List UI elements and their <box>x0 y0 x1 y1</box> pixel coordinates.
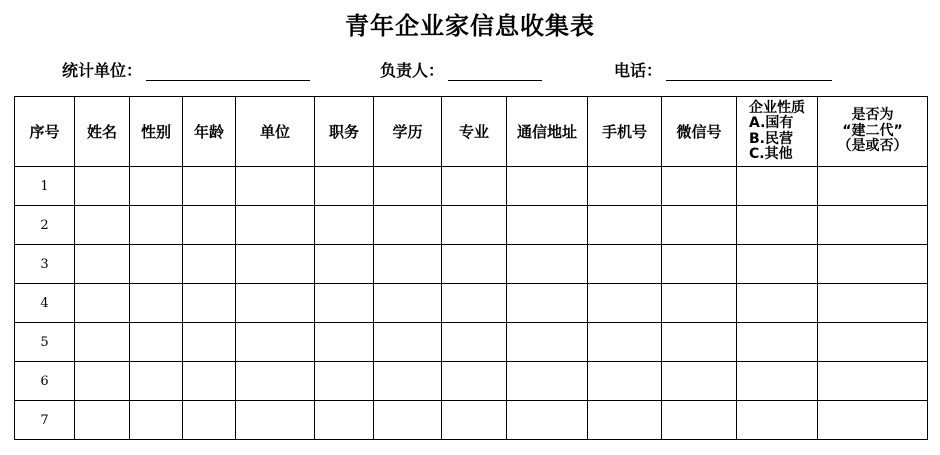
blank-cell[interactable] <box>737 401 818 440</box>
statistics-unit-field <box>62 58 310 81</box>
responsible-person-field <box>380 58 542 81</box>
blank-cell[interactable] <box>662 401 737 440</box>
blank-cell[interactable] <box>662 206 737 245</box>
page-title: 青年企业家信息收集表 <box>345 11 595 40</box>
row-number: 5 <box>15 323 75 362</box>
blank-cell[interactable] <box>236 206 315 245</box>
blank-cell[interactable] <box>737 167 818 206</box>
phone-field <box>614 58 832 81</box>
table-row <box>15 401 928 440</box>
blank-cell[interactable] <box>507 284 588 323</box>
table-row <box>15 245 928 284</box>
blank-cell[interactable] <box>183 284 236 323</box>
row-number: 1 <box>15 167 75 206</box>
header-cell: 专业 <box>442 97 507 167</box>
row-number: 3 <box>15 245 75 284</box>
blank-cell[interactable] <box>737 323 818 362</box>
blank-cell[interactable] <box>818 206 928 245</box>
header-cell: 手机号 <box>588 97 662 167</box>
blank-cell[interactable] <box>130 362 183 401</box>
blank-cell[interactable] <box>818 401 928 440</box>
second-generation-header: 是否为 “建二代” （是或否） <box>818 97 928 167</box>
blank-cell[interactable] <box>315 401 374 440</box>
blank-cell[interactable] <box>374 167 442 206</box>
header-cell: 年龄 <box>183 97 236 167</box>
blank-cell[interactable] <box>507 206 588 245</box>
blank-cell[interactable] <box>818 245 928 284</box>
blank-cell[interactable] <box>374 206 442 245</box>
blank-cell[interactable] <box>818 323 928 362</box>
blank-cell[interactable] <box>183 167 236 206</box>
row-number: 7 <box>15 401 75 440</box>
blank-cell[interactable] <box>374 245 442 284</box>
blank-cell[interactable] <box>183 401 236 440</box>
blank-cell[interactable] <box>75 401 130 440</box>
blank-cell[interactable] <box>662 323 737 362</box>
blank-cell[interactable] <box>75 362 130 401</box>
blank-cell[interactable] <box>75 245 130 284</box>
blank-cell[interactable] <box>75 323 130 362</box>
table-row <box>15 284 928 323</box>
blank-cell[interactable] <box>507 323 588 362</box>
phone-blank[interactable] <box>666 62 832 81</box>
blank-cell[interactable] <box>442 401 507 440</box>
statistics-unit-label: 统计单位： <box>62 61 143 80</box>
blank-cell[interactable] <box>818 362 928 401</box>
blank-cell[interactable] <box>315 167 374 206</box>
header-cell: 学历 <box>374 97 442 167</box>
blank-cell[interactable] <box>818 167 928 206</box>
row-number: 2 <box>15 206 75 245</box>
blank-cell[interactable] <box>588 284 662 323</box>
blank-cell[interactable] <box>588 401 662 440</box>
table-row <box>15 323 928 362</box>
blank-cell[interactable] <box>75 167 130 206</box>
blank-cell[interactable] <box>737 206 818 245</box>
blank-cell[interactable] <box>588 167 662 206</box>
blank-cell[interactable] <box>183 323 236 362</box>
blank-cell[interactable] <box>588 362 662 401</box>
header-cell: 序号 <box>15 97 75 167</box>
blank-cell[interactable] <box>442 323 507 362</box>
blank-cell[interactable] <box>315 245 374 284</box>
blank-cell[interactable] <box>130 401 183 440</box>
table-row <box>15 362 928 401</box>
row-number: 6 <box>15 362 75 401</box>
blank-cell[interactable] <box>130 245 183 284</box>
blank-cell[interactable] <box>442 167 507 206</box>
responsible-person-blank[interactable] <box>448 62 542 81</box>
blank-cell[interactable] <box>442 206 507 245</box>
header-cell: 性别 <box>130 97 183 167</box>
blank-cell[interactable] <box>130 167 183 206</box>
blank-cell[interactable] <box>507 167 588 206</box>
blank-cell[interactable] <box>236 245 315 284</box>
entrepreneur-info-table <box>14 96 928 440</box>
blank-cell[interactable] <box>374 362 442 401</box>
blank-cell[interactable] <box>374 284 442 323</box>
blank-cell[interactable] <box>183 362 236 401</box>
blank-cell[interactable] <box>183 245 236 284</box>
blank-cell[interactable] <box>315 362 374 401</box>
blank-cell[interactable] <box>737 284 818 323</box>
blank-cell[interactable] <box>662 245 737 284</box>
blank-cell[interactable] <box>442 245 507 284</box>
row-number: 4 <box>15 284 75 323</box>
blank-cell[interactable] <box>236 323 315 362</box>
header-cell: 职务 <box>315 97 374 167</box>
responsible-person-label: 负责人： <box>380 61 445 80</box>
blank-cell[interactable] <box>236 362 315 401</box>
blank-cell[interactable] <box>315 323 374 362</box>
statistics-unit-blank[interactable] <box>146 62 310 81</box>
blank-cell[interactable] <box>442 284 507 323</box>
header-cell: 微信号 <box>662 97 737 167</box>
blank-cell[interactable] <box>130 284 183 323</box>
blank-cell[interactable] <box>130 323 183 362</box>
blank-cell[interactable] <box>236 401 315 440</box>
header-cell: 单位 <box>236 97 315 167</box>
blank-cell[interactable] <box>588 245 662 284</box>
blank-cell[interactable] <box>130 206 183 245</box>
blank-cell[interactable] <box>236 284 315 323</box>
blank-cell[interactable] <box>507 245 588 284</box>
blank-cell[interactable] <box>588 323 662 362</box>
blank-cell[interactable] <box>75 206 130 245</box>
enterprise-type-header: 企业性质 A.国有 B.民营 C.其他 <box>737 97 818 167</box>
table-row <box>15 167 928 206</box>
header-cell: 姓名 <box>75 97 130 167</box>
phone-label: 电话： <box>614 61 663 80</box>
blank-cell[interactable] <box>507 401 588 440</box>
blank-cell[interactable] <box>662 284 737 323</box>
blank-cell[interactable] <box>662 362 737 401</box>
header-row <box>15 97 928 167</box>
blank-cell[interactable] <box>75 284 130 323</box>
blank-cell[interactable] <box>737 362 818 401</box>
blank-cell[interactable] <box>315 206 374 245</box>
blank-cell[interactable] <box>662 167 737 206</box>
blank-cell[interactable] <box>818 284 928 323</box>
blank-cell[interactable] <box>588 206 662 245</box>
table-row <box>15 206 928 245</box>
blank-cell[interactable] <box>236 167 315 206</box>
blank-cell[interactable] <box>507 362 588 401</box>
blank-cell[interactable] <box>374 401 442 440</box>
blank-cell[interactable] <box>442 362 507 401</box>
blank-cell[interactable] <box>374 323 442 362</box>
blank-cell[interactable] <box>315 284 374 323</box>
blank-cell[interactable] <box>183 206 236 245</box>
blank-cell[interactable] <box>737 245 818 284</box>
header-cell: 通信地址 <box>507 97 588 167</box>
